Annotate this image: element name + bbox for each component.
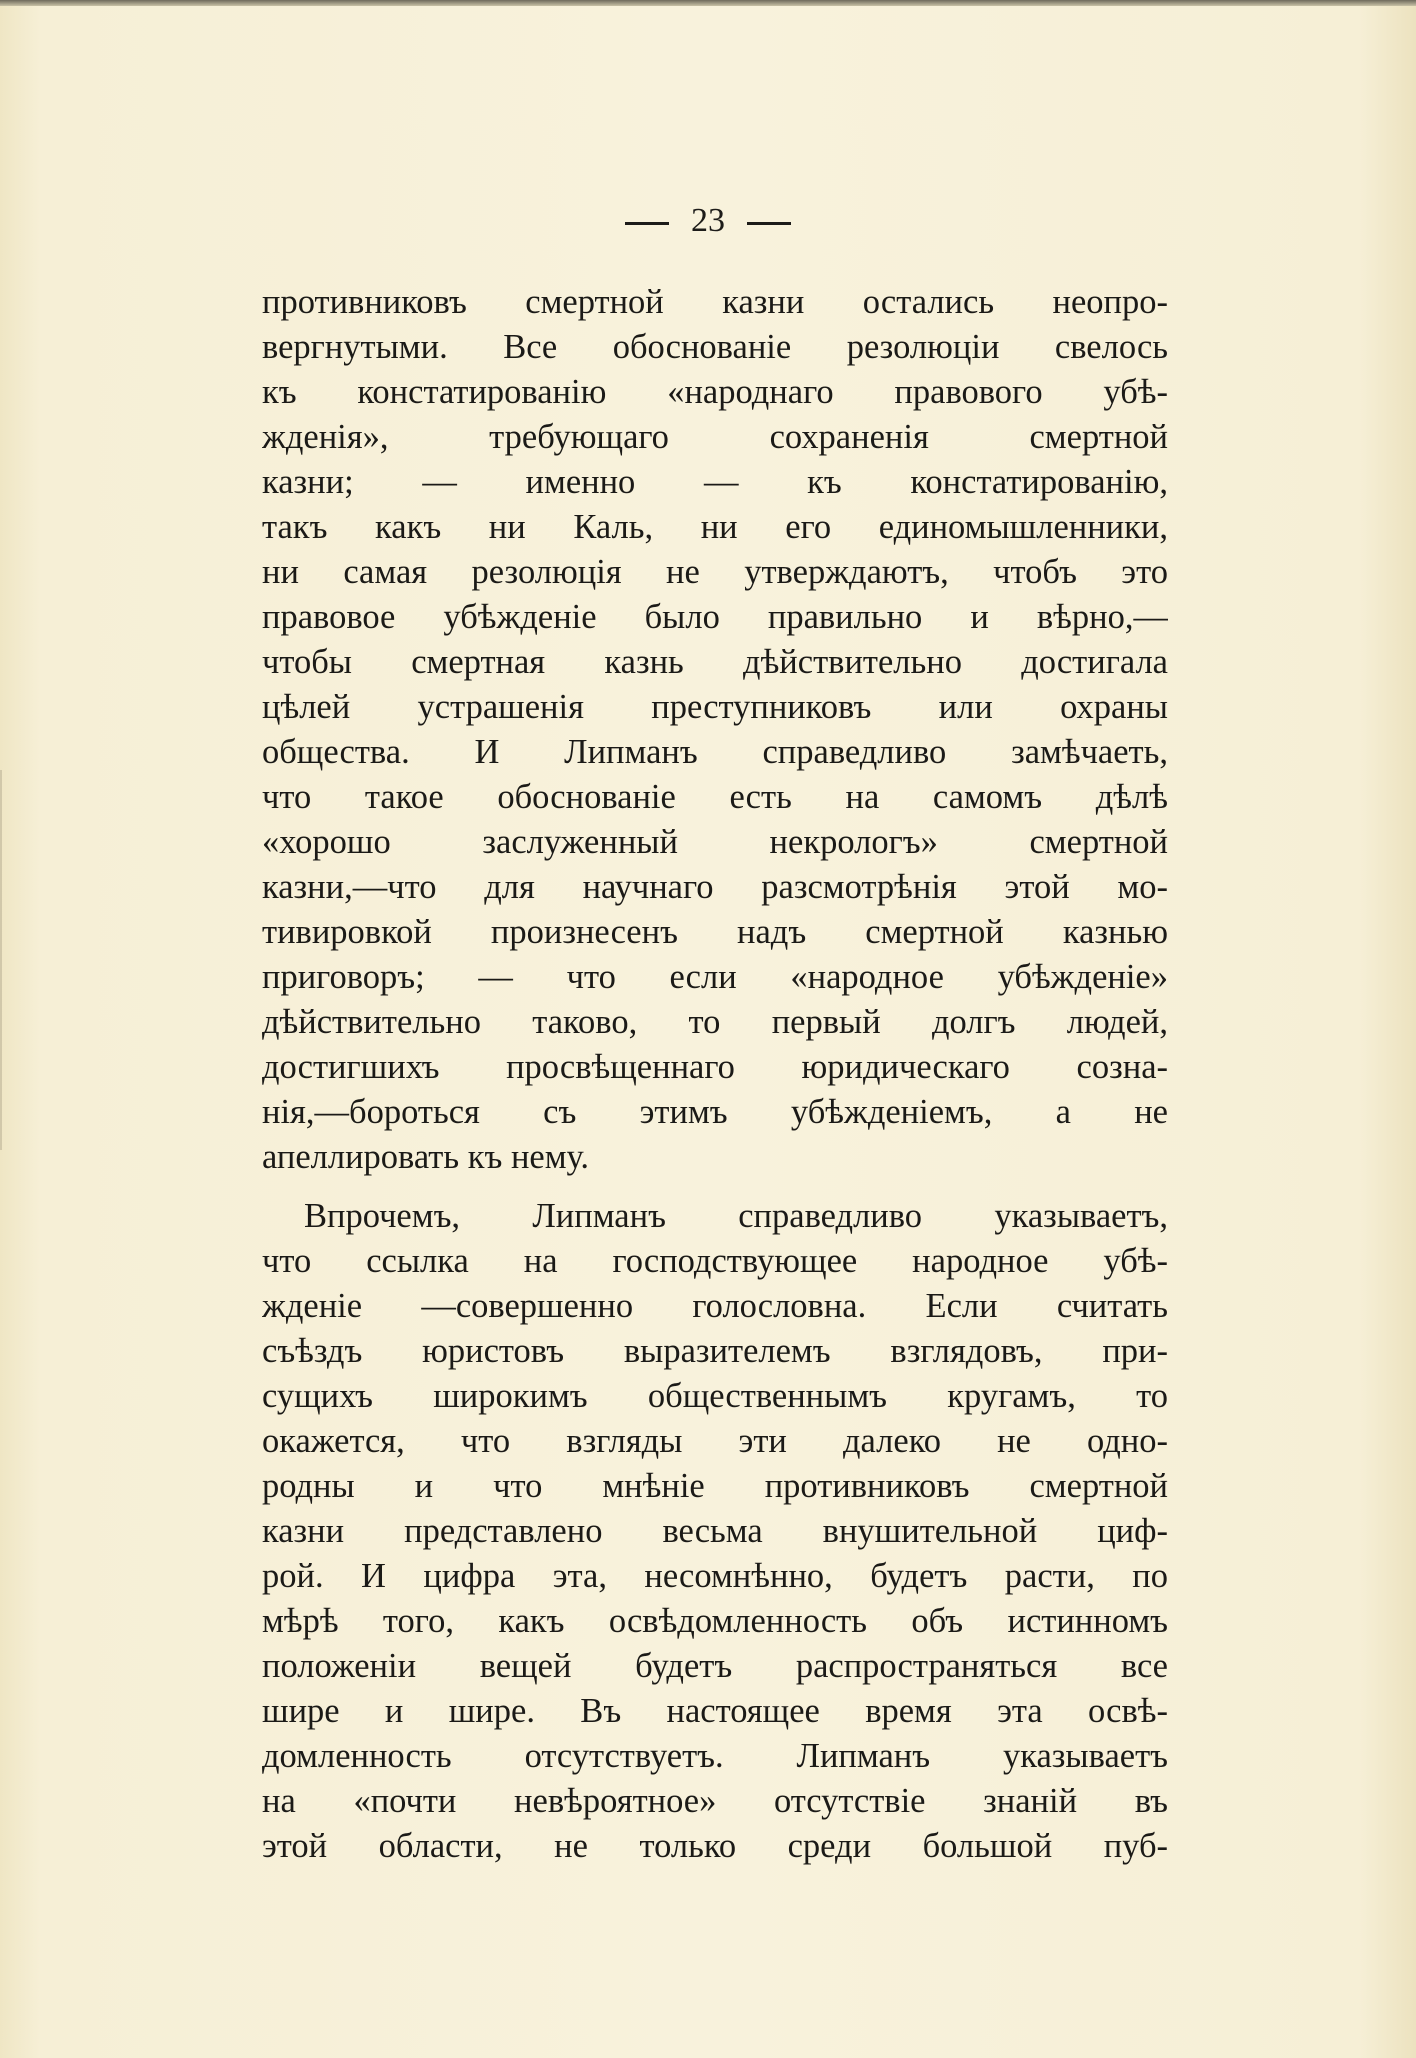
text-line: казни; — именно — къ констатированiю,: [262, 463, 1168, 501]
page-header: [0, 202, 1416, 240]
text-line: домленность отсутствуетъ. Липманъ указываетъ: [262, 1737, 1168, 1775]
text-line-paragraph-end: апеллировать къ нему.: [262, 1138, 589, 1176]
text-line: что ссылка на господствующее народное убѣ-: [262, 1242, 1168, 1280]
text-line: шире и шире. Въ настоящее время эта освѣ-: [262, 1692, 1168, 1730]
text-line: казни представлено весьма внушительной циф-: [262, 1512, 1168, 1550]
paragraph-gap: [262, 1180, 1168, 1194]
text-line: приговоръ; — что если «народное убѣжденiе»: [262, 958, 1168, 996]
page-top-edge: [0, 0, 1416, 6]
page-binding-edge: [0, 770, 20, 1150]
text-line: такъ какъ ни Каль, ни его единомышленники,: [262, 508, 1168, 546]
text-line: противниковъ смертной казни остались неопро-: [262, 283, 1168, 321]
text-line: нiя,—бороться съ этимъ убѣжденiемъ, а не: [262, 1093, 1168, 1131]
text-line: къ констатированiю «народнаго правового убѣ-: [262, 373, 1168, 411]
text-line: общества. И Липманъ справедливо замѣчаеть,: [262, 733, 1168, 771]
text-line: этой области, не только среди большой пуб-: [262, 1827, 1168, 1865]
text-line: цѣлей устрашенiя преступниковъ или охраны: [262, 688, 1168, 726]
text-line: вергнутыми. Все обоснованiе резолюцiи свелось: [262, 328, 1168, 366]
text-line: сущихъ широкимъ общественнымъ кругамъ, то: [262, 1377, 1168, 1415]
text-line: жденiя», требующаго сохраненiя смертной: [262, 418, 1168, 456]
text-line: достигшихъ просвѣщеннаго юридическаго созна-: [262, 1048, 1168, 1086]
text-line: чтобы смертная казнь дѣйствительно достигала: [262, 643, 1168, 681]
header-dash-left: [625, 222, 669, 225]
text-line: жденiе —совершенно голословна. Если считать: [262, 1287, 1168, 1325]
text-line: на «почти невѣроятное» отсутствiе знанiй въ: [262, 1782, 1168, 1820]
text-line: съѣздъ юристовъ выразителемъ взглядовъ, при-: [262, 1332, 1168, 1370]
text-line: что такое обоснованiе есть на самомъ дѣлѣ: [262, 778, 1168, 816]
body-text: [262, 280, 1168, 1869]
text-line: казни,—что для научнаго разсмотрѣнiя этой мо-: [262, 868, 1168, 906]
header-dash-right: [747, 222, 791, 225]
text-line: правовое убѣжденiе было правильно и вѣрно,—: [262, 598, 1168, 636]
text-line: окажется, что взгляды эти далеко не одно-: [262, 1422, 1168, 1460]
text-line: родны и что мнѣнiе противниковъ смертной: [262, 1467, 1168, 1505]
text-line: мѣрѣ того, какъ освѣдомленность объ истинномъ: [262, 1602, 1168, 1640]
text-line: ни самая резолюцiя не утверждаютъ, чтобъ это: [262, 553, 1168, 591]
page-number: 23: [691, 202, 725, 239]
text-line: «хорошо заслуженный некрологъ» смертной: [262, 823, 1168, 861]
text-line: тивировкой произнесенъ надъ смертной казнью: [262, 913, 1168, 951]
text-line: рой. И цифра эта, несомнѣнно, будетъ расти, по: [262, 1557, 1168, 1595]
text-line: положенiи вещей будетъ распространяться все: [262, 1647, 1168, 1685]
text-line: дѣйствительно таково, то первый долгъ людей,: [262, 1003, 1168, 1041]
text-line-paragraph-start: Впрочемъ, Липманъ справедливо указываетъ,: [304, 1197, 1168, 1235]
